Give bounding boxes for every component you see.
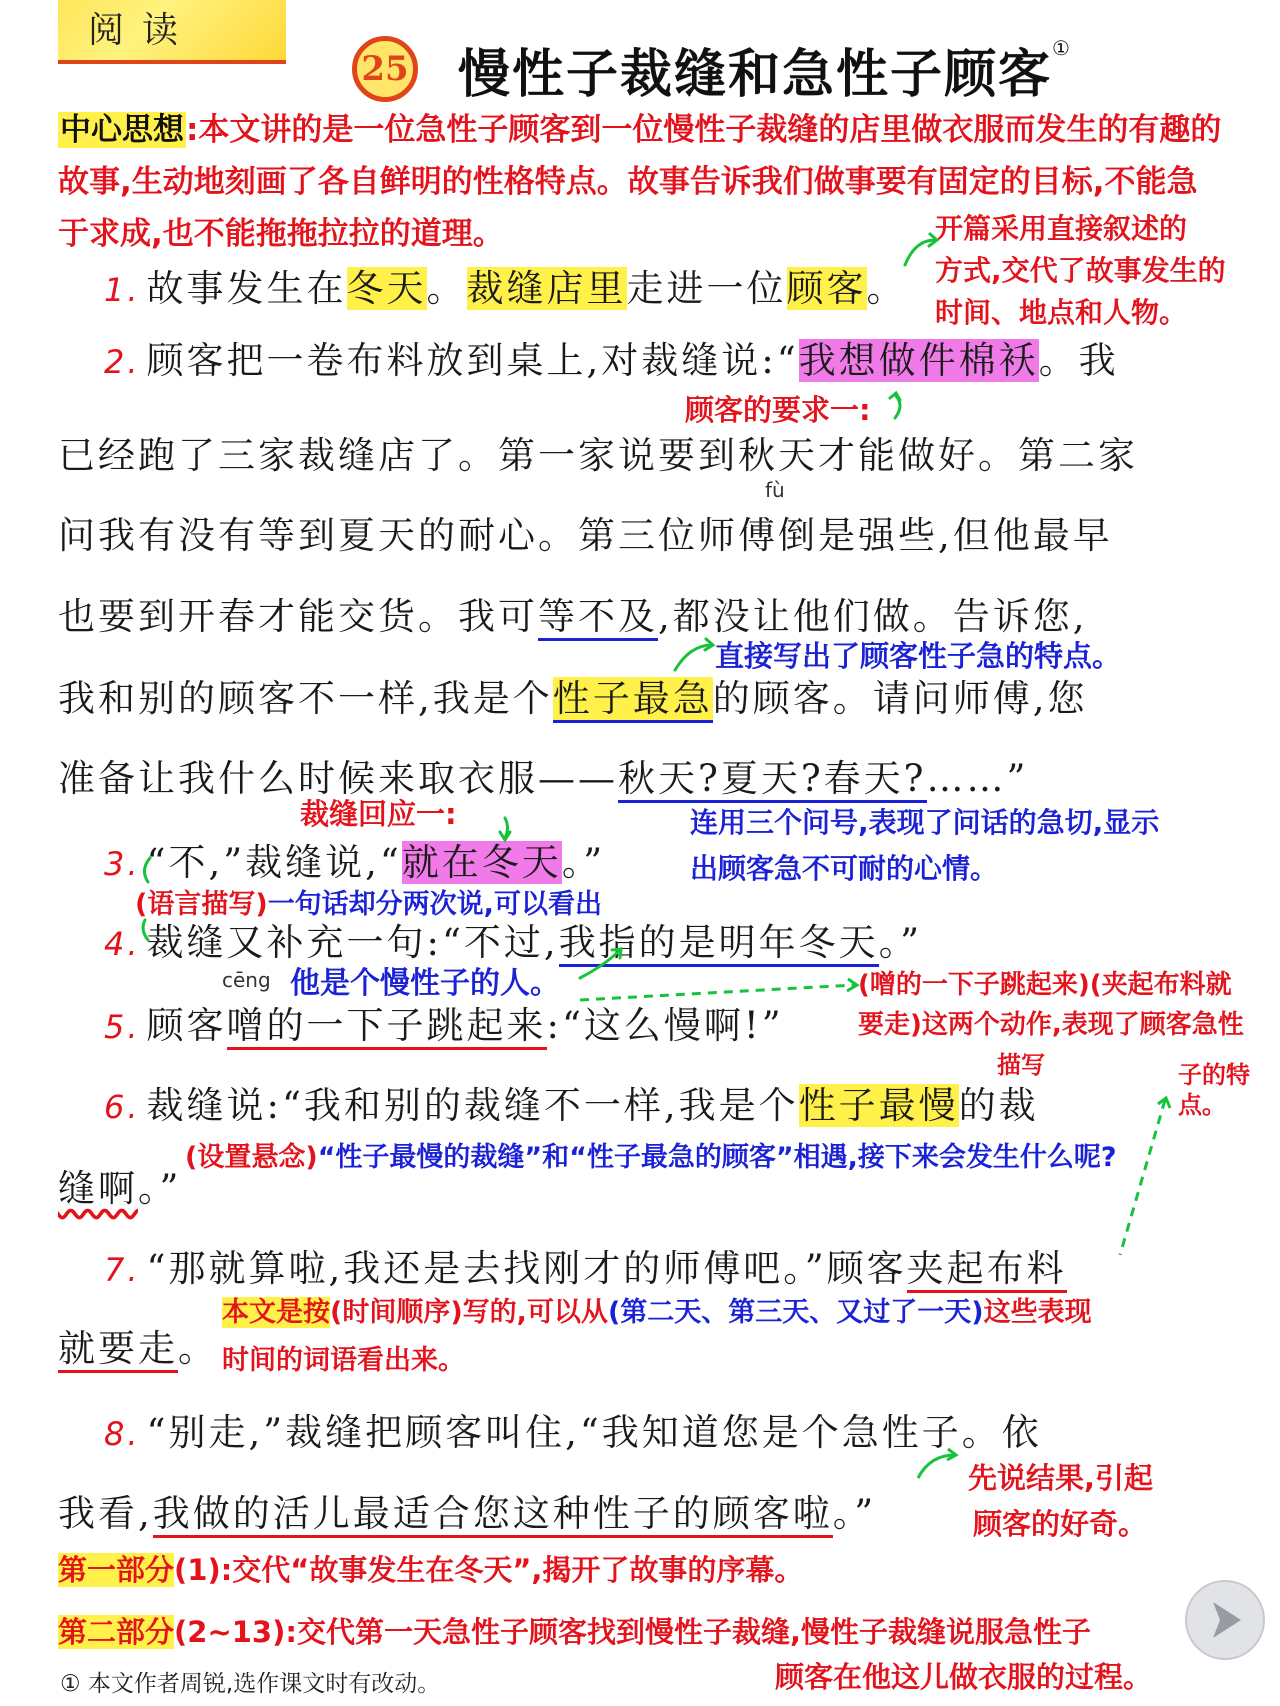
- highlight-text: 冬天: [346, 267, 427, 310]
- paragraph-number: 7.: [104, 1251, 141, 1289]
- central-idea-label: 中心思想: [60, 112, 184, 148]
- text: 故事发生在: [146, 267, 347, 310]
- paragraph-7-line-2: [58, 1318, 218, 1372]
- text: 准备让我什么时候来取衣服——: [58, 757, 618, 800]
- annotation-text: 一句话却分两次说,可以看出: [267, 889, 602, 920]
- text: 也要到开春才能交货。我可: [58, 595, 538, 638]
- underlined-text: 我指的是明年冬天: [559, 921, 879, 967]
- annotation-time-words: 时间的词语看出来。: [222, 1345, 465, 1376]
- paragraph-number: 6.: [104, 1088, 141, 1126]
- text: 裁缝说:“我和别的裁缝不一样,我是个: [146, 1084, 799, 1127]
- text: 的顾客。请问师傅,您: [712, 677, 1088, 720]
- annotation-text: 可以从: [526, 1297, 608, 1328]
- arrow-direct: [675, 645, 712, 670]
- text: 顾客: [146, 1004, 227, 1047]
- annotation-line: 出顾客急不可耐的心情。: [690, 852, 999, 885]
- paragraph-2-line-1: [104, 330, 1119, 384]
- tab-label: 阅读: [58, 0, 286, 64]
- annotation-text: 本文是按: [222, 1297, 330, 1328]
- underlined-text: 夹起布料: [907, 1247, 1067, 1293]
- text: 。: [178, 1327, 218, 1370]
- annotation-customer-request: 顾客的要求一:: [685, 393, 871, 427]
- annotation-text: “性子最慢的裁缝”和“性子最急的顾客”相遇,接下来会发生什么呢?: [317, 1142, 1117, 1173]
- part-text: (1):交代“故事发生在冬天”,揭开了故事的序幕。: [174, 1553, 804, 1587]
- annotation-direct: 直接写出了顾客性子急的特点。: [715, 639, 1122, 673]
- annotation-text: 这些表现: [983, 1297, 1092, 1328]
- underlined-text: 秋天?夏天?春天?: [618, 757, 927, 803]
- annotation-time-order: [222, 1290, 1092, 1329]
- part-2-cont: 顾客在他这儿做衣服的过程。: [775, 1660, 1153, 1694]
- text: “不,”裁缝说,“: [146, 841, 402, 884]
- text: 顾客把一卷布料放到桌上,对裁缝说:“: [146, 339, 799, 382]
- text: 。: [426, 267, 467, 310]
- lesson-number-badge: 25: [352, 36, 418, 102]
- annotation-tag: (设置悬念): [185, 1142, 318, 1173]
- highlight-text: 裁缝店里: [466, 267, 627, 310]
- pinyin-ceng: cēng: [222, 968, 271, 992]
- part-1: [58, 1548, 803, 1589]
- text: ,都没让他们做。告诉您,: [658, 595, 1088, 638]
- text: 。”: [832, 1492, 877, 1535]
- text: 。我: [1038, 339, 1119, 382]
- paragraph-2-line-3: 问我有没有等到夏天的耐心。第三位师傅倒是强些,但他最早: [58, 514, 1113, 557]
- highlight-text: 性子最慢: [798, 1084, 959, 1127]
- paragraph-5: [104, 995, 784, 1049]
- annotation-line: (噌的一下子跳起来)(夹起布料就: [858, 970, 1232, 1000]
- annotation-line: 时间、地点和人物。: [935, 296, 1188, 329]
- highlight-text: 就在冬天: [401, 841, 562, 884]
- part-text: (2~13):交代第一天急性子顾客找到慢性子裁缝,慢性子裁缝说服急性子: [174, 1615, 1091, 1649]
- central-idea-text: :本文讲的是一位急性子顾客到一位慢性子裁缝的店里做衣服而发生的有趣的故事,生动地刻画了各自鲜明的性格特点。故事告诉我们做事要有固定的目标,不能急于求成,也不能拖拖拉拉的道理。: [58, 112, 1222, 252]
- paragraph-number: 4.: [104, 925, 141, 963]
- annotation-trait: 子的特点。: [1178, 1061, 1250, 1119]
- arrow-request: [895, 395, 900, 418]
- annotation-opening: [935, 208, 1226, 334]
- arrow-icon: [1187, 1582, 1263, 1658]
- part-2: [58, 1610, 1091, 1651]
- page-title: [458, 32, 1072, 107]
- text: :“这么慢啊!”: [546, 1004, 784, 1047]
- annotation-description-tag: 描写: [997, 1051, 1045, 1079]
- annotation-actions: [858, 965, 1244, 1045]
- next-page-button[interactable]: [1185, 1580, 1265, 1660]
- annotation-tailor-reply: 裁缝回应一:: [300, 797, 457, 831]
- paragraph-8-line-1: [104, 1402, 1042, 1456]
- paragraph-2-line-6: [58, 748, 1028, 802]
- text: “别走,”裁缝把顾客叫住,“我知道您是个急性子。依: [146, 1411, 1042, 1454]
- part-label: 第二部分: [58, 1615, 175, 1649]
- text: “那就算啦,我还是去找刚才的师傅吧。”顾客: [146, 1247, 907, 1290]
- text: 走进一位: [626, 267, 787, 310]
- text: 。”: [561, 841, 606, 884]
- annotation-result-first: [968, 1455, 1153, 1547]
- annotation-line: 方式,交代了故事发生的: [935, 254, 1226, 287]
- arrow-result: [918, 1455, 955, 1478]
- annotation-suspense: [185, 1135, 1117, 1174]
- text: 的裁: [958, 1084, 1039, 1127]
- annotation-slow-person: 他是个慢性子的人。: [290, 966, 560, 1001]
- paragraph-number: 8.: [104, 1415, 141, 1453]
- annotation-text: (第二天、第三天、又过了一天): [607, 1297, 984, 1328]
- annotation-text: (时间顺序)写的,: [330, 1297, 527, 1328]
- underlined-text: 缝啊: [58, 1167, 138, 1210]
- text: ……”: [926, 757, 1029, 800]
- annotation-line: 先说结果,引起: [968, 1461, 1154, 1495]
- text: 。: [866, 267, 907, 310]
- paragraph-number: 5.: [104, 1008, 141, 1046]
- paragraph-number: 3.: [104, 845, 141, 883]
- paragraph-6-line-2: [58, 1158, 181, 1212]
- text: 。”: [878, 921, 923, 964]
- paragraph-1: [104, 258, 907, 312]
- paragraph-6-line-1: [104, 1075, 1039, 1129]
- annotation-line: 顾客的好奇。: [973, 1507, 1148, 1541]
- highlight-text: 顾客: [786, 267, 867, 310]
- paragraph-number: 2.: [104, 343, 141, 381]
- text: 。”: [138, 1167, 182, 1210]
- text: 裁缝又补充一句:“不过,: [146, 921, 559, 964]
- paragraph-2-line-5: [58, 668, 1088, 722]
- pinyin-fu: fù: [765, 478, 785, 502]
- highlight-text: 性子最急: [553, 677, 713, 723]
- part-label: 第一部分: [58, 1553, 175, 1587]
- annotation-three-questions: [690, 800, 1159, 892]
- paragraph-number: 1.: [104, 271, 141, 309]
- highlight-text: 我想做件棉袄: [798, 339, 1039, 382]
- underlined-text: 等不及: [538, 595, 658, 641]
- title-footnote-mark: ①: [1052, 36, 1072, 60]
- text: 我和别的顾客不一样,我是个: [58, 677, 553, 720]
- underlined-text: 我做的活儿最适合您这种性子的顾客啦: [153, 1492, 833, 1538]
- footnote: ① 本文作者周锐,选作课文时有改动。: [60, 1671, 441, 1697]
- annotation-line: 开篇采用直接叙述的: [935, 212, 1188, 245]
- paragraph-2-line-2: 已经跑了三家裁缝店了。第一家说要到秋天才能做好。第二家: [58, 434, 1138, 477]
- paragraph-8-line-2: [58, 1483, 876, 1537]
- title-text: 慢性子裁缝和急性子顾客: [458, 44, 1053, 105]
- arrow-pick-up: [1120, 1100, 1165, 1255]
- paragraph-2-line-4: [58, 586, 1088, 640]
- underlined-text: 就要走: [58, 1327, 178, 1373]
- annotation-line: 要走)这两个动作,表现了顾客急性: [858, 1010, 1244, 1040]
- paragraph-3: [104, 832, 605, 886]
- annotation-tag: (语言描写): [135, 889, 268, 920]
- paragraph-7-line-1: [104, 1238, 1067, 1292]
- underlined-text: 噌的一下子跳起来: [227, 1004, 547, 1050]
- text: 我看,: [58, 1492, 153, 1535]
- annotation-line: 连用三个问号,表现了问话的急切,显示: [690, 806, 1160, 839]
